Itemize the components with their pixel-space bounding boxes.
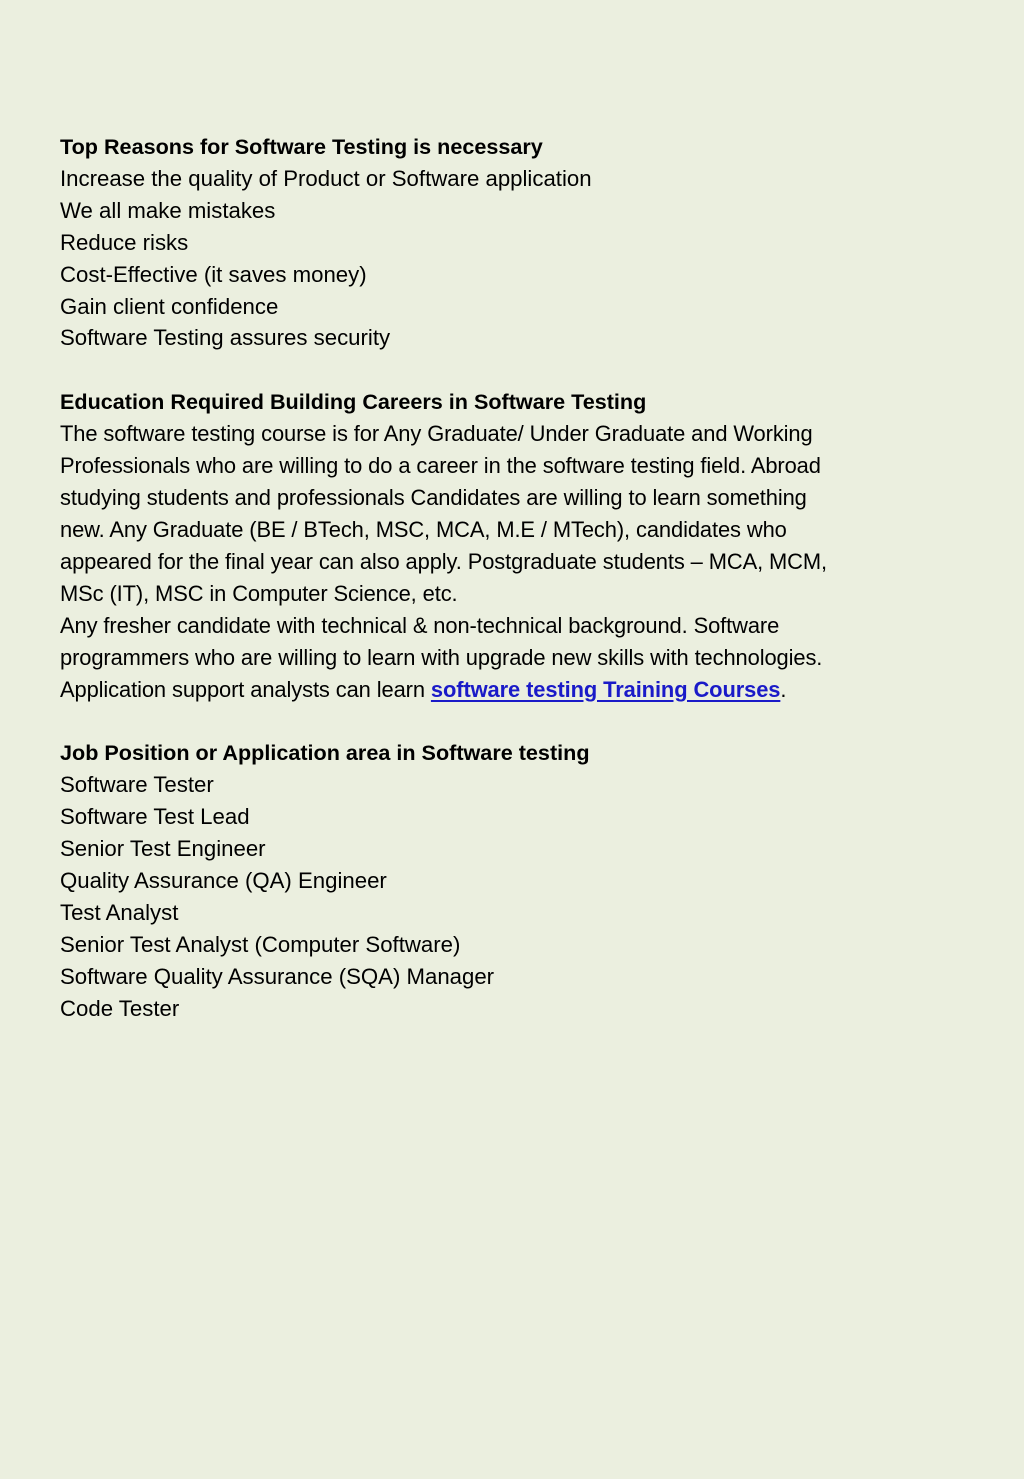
education-section xyxy=(60,386,964,705)
education-paragraph-line: appeared for the final year can also apply. Postgraduate students – MCA, MCM, xyxy=(60,548,827,574)
training-courses-link[interactable]: software testing Training Courses xyxy=(430,676,781,702)
reason-item: Reduce risks xyxy=(60,229,189,255)
job-item: Software Test Lead xyxy=(60,804,250,830)
job-item: Test Analyst xyxy=(60,899,179,925)
job-item: Quality Assurance (QA) Engineer xyxy=(60,868,387,894)
job-item: Senior Test Analyst (Computer Software) xyxy=(60,931,461,957)
reasons-section xyxy=(60,131,964,354)
jobs-section xyxy=(60,737,964,1024)
link-line-prefix: Application support analysts can learn xyxy=(60,676,431,702)
reason-item: We all make mistakes xyxy=(60,197,276,223)
reason-item: Software Testing assures security xyxy=(60,325,391,351)
reason-item: Cost-Effective (it saves money) xyxy=(60,261,367,287)
education-paragraph-line: Any fresher candidate with technical & non-technical background. Software xyxy=(60,612,780,638)
reasons-heading: Top Reasons for Software Testing is necessary xyxy=(60,134,543,159)
education-paragraph-line: studying students and professionals Candidates are willing to learn something xyxy=(60,485,807,511)
job-item: Software Quality Assurance (SQA) Manager xyxy=(60,963,495,989)
education-paragraph-line: MSc (IT), MSC in Computer Science, etc. xyxy=(60,580,458,606)
education-paragraph-line: new. Any Graduate (BE / BTech, MSC, MCA, M.E / MTech), candidates who xyxy=(60,516,787,542)
job-item: Senior Test Engineer xyxy=(60,836,266,862)
job-item: Code Tester xyxy=(60,995,180,1021)
education-paragraph-line: Professionals who are willing to do a career in the software testing field. Abroad xyxy=(60,453,821,479)
education-heading: Education Required Building Careers in Software Testing xyxy=(60,389,647,415)
education-link-line xyxy=(60,674,964,706)
jobs-heading: Job Position or Application area in Software testing xyxy=(60,740,590,766)
education-paragraph-line: The software testing course is for Any Graduate/ Under Graduate and Working xyxy=(60,421,813,447)
education-paragraph-line: programmers who are willing to learn with upgrade new skills with technologies. xyxy=(60,644,823,670)
reason-item: Gain client confidence xyxy=(60,293,279,319)
link-line-suffix: . xyxy=(780,676,787,702)
reason-item: Increase the quality of Product or Software application xyxy=(60,165,592,191)
job-item: Software Tester xyxy=(60,772,214,798)
